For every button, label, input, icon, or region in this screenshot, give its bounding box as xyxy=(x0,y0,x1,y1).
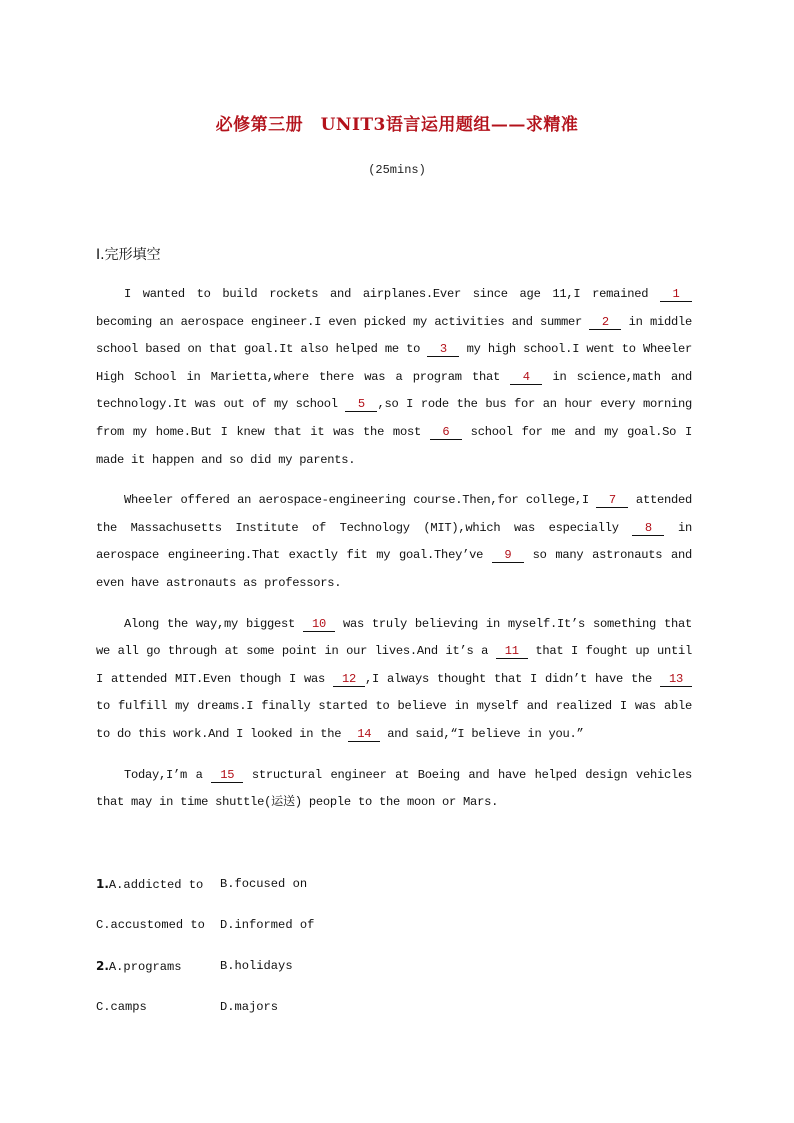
option-b: B.focused on xyxy=(220,877,308,891)
blank-5: 5 xyxy=(345,397,377,412)
question-1-row-2 xyxy=(96,918,314,959)
paragraph-4 xyxy=(96,762,692,817)
option-a: A.addicted to xyxy=(108,878,204,892)
passage-text: becoming an aerospace engineer.I even picked my activities and summer xyxy=(96,314,590,329)
passage-text: structural engineer at Boeing and have helped design vehicles that may in time shuttle(运送) people to the moon or Mars. xyxy=(96,767,692,810)
time-limit: (25mins) xyxy=(368,163,426,177)
page-title: 必修第三册 UNIT3语言运用题组——求精准 xyxy=(215,115,579,135)
option-b: B.holidays xyxy=(220,959,293,973)
passage-text: my high school.I went to Wheeler High School in Marietta,where there was a program that xyxy=(96,342,692,384)
blank-15: 15 xyxy=(211,768,243,783)
question-1-row-1 xyxy=(96,877,314,918)
blank-12: 12 xyxy=(333,672,365,687)
cloze-passage xyxy=(96,281,692,830)
option-c: C.camps xyxy=(96,1000,147,1014)
passage-text: Wheeler offered an aerospace-engineering course.Then,for college,I xyxy=(124,493,597,508)
passage-text: Today,I’m a xyxy=(124,767,212,782)
blank-11: 11 xyxy=(496,644,528,659)
blank-2: 2 xyxy=(589,315,621,330)
paragraph-3 xyxy=(96,611,692,749)
passage-text: I wanted to build rockets and airplanes.Ever since age 11,I remained xyxy=(124,287,660,301)
blank-14: 14 xyxy=(348,727,380,742)
blank-6: 6 xyxy=(430,425,462,440)
section-heading: Ⅰ.完形填空 xyxy=(96,247,161,263)
passage-text: so many astronauts and even have astronauts as professors. xyxy=(96,548,692,590)
blank-8: 8 xyxy=(632,521,664,536)
blank-9: 9 xyxy=(492,548,524,563)
paragraph-1 xyxy=(96,281,692,474)
passage-text: Along the way,my biggest xyxy=(124,616,303,631)
passage-text: school for me and my goal.So I made it happen and so did my parents. xyxy=(96,424,692,467)
passage-text: in middle school based on that goal.It also helped me to xyxy=(96,314,692,357)
option-a: A.programs xyxy=(108,960,182,974)
passage-text: in science,math and technology.It was out of my school xyxy=(96,369,692,412)
question-2-row-2 xyxy=(96,1000,314,1041)
passage-text: ,so I rode the bus for an hour every morning from my home.But I knew that it was the most xyxy=(96,397,693,439)
blank-1: 1 xyxy=(660,287,692,302)
option-c: C.accustomed to xyxy=(96,918,205,932)
question-2-row-1 xyxy=(96,959,314,1000)
option-d: D.majors xyxy=(220,1000,279,1014)
option-d: D.informed of xyxy=(220,918,315,932)
passage-text: in aerospace engineering.That exactly fit my goal.They’ve xyxy=(96,520,693,563)
question-number: 2. xyxy=(96,959,109,973)
answer-options xyxy=(96,877,314,1041)
paragraph-2 xyxy=(96,487,692,597)
blank-13: 13 xyxy=(660,672,692,687)
passage-text: and said,“I believe in you.” xyxy=(380,726,584,741)
question-number: 1. xyxy=(96,877,109,891)
blank-3: 3 xyxy=(427,342,459,357)
passage-text: ,I always thought that I didn’t have the xyxy=(365,671,660,686)
passage-text: attended the Massachusetts Institute of Technology (MIT),which was especially xyxy=(96,493,692,535)
blank-10: 10 xyxy=(303,617,335,632)
passage-text: was truly believing in myself.It’s something that we all go through at some point in our lives.And it’s a xyxy=(96,616,692,659)
blank-4: 4 xyxy=(510,370,542,385)
passage-text: that I fought up until I attended MIT.Even though I was xyxy=(96,644,692,686)
passage-text: to fulfill my dreams.I finally started to believe in myself and realized I was able to do this work.And I looked in the xyxy=(96,699,692,741)
blank-7: 7 xyxy=(596,493,628,508)
